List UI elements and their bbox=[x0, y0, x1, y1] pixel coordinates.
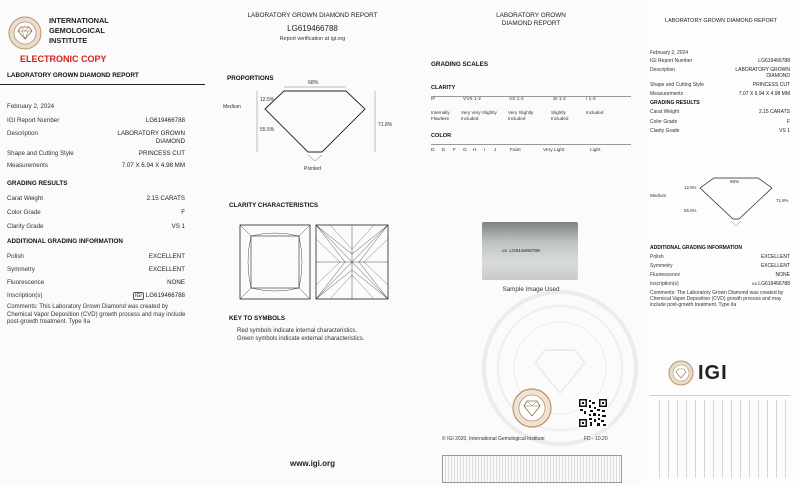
third-header-line1: LABORATORY GROWN bbox=[496, 12, 566, 19]
institute-name bbox=[49, 16, 109, 46]
sample-inscription-text bbox=[502, 248, 540, 254]
left-row-description bbox=[7, 130, 185, 150]
row-label: IGI Report Number bbox=[650, 58, 693, 64]
row-value: VS 1 bbox=[171, 223, 185, 230]
clarity-desc-si: Slightly Included bbox=[551, 110, 569, 121]
row-value: F bbox=[181, 209, 185, 216]
clarity-desc-i: Included bbox=[586, 110, 604, 115]
row-value: EXCELLENT bbox=[760, 254, 790, 260]
right-header: LABORATORY GROWN DIAMOND REPORT bbox=[665, 18, 777, 24]
clarity-desc-if: Internally Flawless bbox=[431, 110, 450, 121]
row-label: Color Grade bbox=[7, 209, 41, 216]
left-grading-results-heading: GRADING RESULTS bbox=[7, 180, 68, 187]
color-grade-light: Light bbox=[590, 148, 601, 153]
color-grade-faint: Faint bbox=[510, 148, 521, 153]
left-row-polish bbox=[7, 253, 185, 266]
left-row-fluorescence bbox=[7, 279, 185, 292]
row-label: Measurements bbox=[650, 91, 684, 97]
row-value: LABORATORY GROWN DIAMOND bbox=[735, 67, 790, 79]
inscription-number: LG619466788 bbox=[145, 292, 185, 299]
row-label: IGI Report Number bbox=[7, 117, 60, 124]
right-rows1 bbox=[650, 58, 790, 100]
left-rows3 bbox=[7, 253, 185, 303]
right-inscription-number: LG619466788 bbox=[758, 281, 790, 287]
row-label: Description bbox=[650, 67, 676, 73]
sample-inscription-image bbox=[482, 222, 578, 280]
row-value: NONE bbox=[775, 272, 790, 278]
row-label: Carat Weight bbox=[650, 109, 680, 115]
row-value: VS 1 bbox=[779, 128, 790, 134]
clarity-desc-vs: Very Slightly Included bbox=[508, 110, 534, 121]
row-label: Clarity Grade bbox=[650, 128, 680, 134]
sample-inscription-number: LG619466788 bbox=[509, 249, 540, 254]
row-value: 2.15 CARATS bbox=[758, 109, 790, 115]
third-header bbox=[420, 12, 642, 28]
row-label: Polish bbox=[7, 253, 24, 260]
row-label: Carat Weight bbox=[7, 195, 43, 202]
diamond-profile bbox=[265, 91, 365, 152]
right-culet-arrow-icon bbox=[731, 221, 741, 226]
color-grade-i: I bbox=[484, 148, 486, 153]
right-inscription-logo-icon: IGI bbox=[751, 281, 758, 286]
clarity-grade-vs: VS 1-2 bbox=[509, 97, 524, 102]
row-label: Color Grade bbox=[650, 118, 678, 125]
row-label: Shape and Cutting Style bbox=[7, 150, 74, 157]
verify-link[interactable]: Report verification at igi.org bbox=[279, 36, 346, 42]
color-grade-g: G bbox=[463, 148, 467, 153]
girdle-label: Medium bbox=[223, 104, 241, 110]
right-igi-seal-icon bbox=[668, 360, 694, 386]
row-value: LG619466788 bbox=[145, 117, 185, 124]
left-row-symmetry bbox=[7, 266, 185, 279]
row-label: Measurements bbox=[7, 162, 48, 169]
left-rows2 bbox=[7, 195, 185, 237]
color-grade-h: H bbox=[473, 148, 477, 153]
right-rows2 bbox=[650, 109, 790, 138]
row-label: Symmetry bbox=[650, 263, 673, 269]
row-label: Fluorescence bbox=[7, 279, 45, 286]
color-grade-f: F bbox=[453, 148, 456, 153]
row-value bbox=[752, 281, 790, 287]
depth-pct: 71.8% bbox=[378, 122, 393, 128]
igi-seal-icon bbox=[8, 16, 42, 50]
row-value: 7.07 X 6.94 X 4.98 MM bbox=[738, 91, 790, 97]
color-grade-e: E bbox=[442, 148, 446, 153]
left-row-report-number bbox=[7, 117, 185, 130]
left-row-color bbox=[7, 209, 185, 223]
clarity-grade-si: SI 1-2 bbox=[553, 97, 566, 102]
right-rows3 bbox=[650, 254, 790, 289]
row-label: Clarity Grade bbox=[7, 223, 44, 230]
row-value: PRINCESS CUT bbox=[138, 150, 185, 157]
left-row-inscription bbox=[7, 292, 185, 303]
left-row-shape bbox=[7, 150, 185, 162]
right-row-inscription bbox=[650, 281, 790, 289]
right-row-fluorescence bbox=[650, 272, 790, 281]
row-label: Symmetry bbox=[7, 266, 35, 273]
right-date: February 2, 2024 bbox=[650, 50, 689, 56]
security-microprint-strip bbox=[442, 455, 622, 483]
color-scale-heading: COLOR bbox=[431, 133, 452, 139]
crown-pct: 12.5% bbox=[260, 97, 275, 103]
right-girdle-label: Medium bbox=[650, 193, 667, 198]
row-value: 7.07 X 6.94 X 4.98 MM bbox=[121, 162, 185, 169]
right-row-shape bbox=[650, 82, 790, 91]
form-code: FD - 10.20 bbox=[584, 436, 608, 442]
clarity-grade-vvs: VVS 1-2 bbox=[463, 97, 481, 102]
left-report-title: LABORATORY GROWN DIAMOND REPORT bbox=[7, 72, 139, 79]
color-grade-j: J bbox=[494, 148, 497, 153]
right-row-description bbox=[650, 67, 790, 82]
right-panel bbox=[642, 0, 800, 486]
grading-scales-heading: GRADING SCALES bbox=[431, 61, 489, 68]
clarity-scale-heading: CLARITY bbox=[431, 85, 456, 91]
row-label: Polish bbox=[650, 254, 664, 260]
row-label: Inscription(s) bbox=[7, 292, 43, 299]
grading-scales-panel bbox=[420, 0, 642, 486]
right-row-color bbox=[650, 119, 790, 129]
right-crown-pct: 12.5% bbox=[684, 185, 697, 190]
left-row-carat bbox=[7, 195, 185, 209]
proportions-diagram bbox=[215, 80, 405, 178]
inscription-logo-icon: IGI bbox=[135, 293, 142, 299]
color-grade-very-light: Very Light bbox=[543, 148, 565, 153]
row-label: Shape and Cutting Style bbox=[650, 82, 704, 88]
row-label: Description bbox=[7, 130, 38, 137]
color-grade-d: D bbox=[431, 148, 435, 153]
left-comments: Comments: This Laboratory Grown Diamond was created by Chemical Vapor Deposition (CVD) growth process and may include post-growth treatment. Type IIa bbox=[7, 304, 186, 325]
right-additional-heading: ADDITIONAL GRADING INFORMATION bbox=[650, 245, 743, 251]
crown-plot-diagram bbox=[239, 224, 311, 300]
clarity-desc-vvs: Very Very Slightly Included bbox=[461, 110, 497, 121]
clarity-characteristics-heading: CLARITY CHARACTERISTICS bbox=[229, 202, 319, 209]
key-line-red: Red symbols indicate internal characteristics. bbox=[237, 328, 358, 334]
center-header: LABORATORY GROWN DIAMOND REPORT bbox=[247, 12, 378, 19]
center-panel bbox=[205, 0, 420, 486]
right-grading-results-heading: GRADING RESULTS bbox=[650, 100, 700, 106]
right-table-pct: 68% bbox=[730, 179, 740, 184]
row-value: NONE bbox=[167, 279, 185, 286]
key-text bbox=[237, 327, 364, 343]
right-row-symmetry bbox=[650, 263, 790, 272]
left-rows1 bbox=[7, 117, 185, 174]
row-label: Inscription(s) bbox=[650, 281, 679, 287]
pavilion-pct: 55.5% bbox=[260, 127, 275, 133]
igi-website-link[interactable]: www.igi.org bbox=[289, 459, 336, 468]
row-value: LG619466788 bbox=[758, 58, 790, 64]
pavilion-plot-diagram bbox=[315, 224, 389, 300]
right-pavilion-pct: 55.5% bbox=[684, 208, 697, 213]
culet-label: Pointed bbox=[304, 166, 321, 172]
right-depth-pct: 71.8% bbox=[776, 198, 789, 203]
key-line-green: Green symbols indicate external characteristics. bbox=[237, 336, 365, 342]
culet-arrow-icon bbox=[308, 155, 322, 161]
right-proportions-diagram bbox=[648, 174, 794, 236]
proportions-heading: PROPORTIONS bbox=[227, 75, 274, 82]
row-value: EXCELLENT bbox=[760, 263, 790, 269]
left-divider bbox=[0, 84, 205, 85]
rotated-microtext bbox=[654, 400, 786, 478]
left-panel bbox=[0, 0, 205, 486]
electronic-copy-label: ELECTRONIC COPY bbox=[20, 54, 107, 64]
row-value: EXCELLENT bbox=[148, 253, 185, 260]
clarity-grade-i: I 1-3 bbox=[586, 97, 596, 102]
right-row-polish bbox=[650, 254, 790, 263]
left-row-clarity bbox=[7, 223, 185, 237]
row-value: F bbox=[786, 118, 790, 125]
right-comments: Comments: The Laboratory Grown Diamond was created by Chemical Vapor Deposition (CVD) growth process and may include post-growth treatment. Type IIa bbox=[650, 290, 784, 308]
center-report-number: LG619466788 bbox=[287, 24, 338, 33]
right-row-carat bbox=[650, 109, 790, 119]
right-row-measurements bbox=[650, 91, 790, 100]
sample-image-caption: Sample Image Used bbox=[502, 286, 560, 293]
left-row-measurements bbox=[7, 162, 185, 174]
key-to-symbols-heading: KEY TO SYMBOLS bbox=[229, 315, 286, 322]
rotated-summary-block bbox=[650, 395, 790, 482]
row-value: PRINCESS CUT bbox=[752, 82, 790, 88]
copyright-text: © IGI 2020, International Gemological Institute bbox=[442, 436, 545, 442]
row-value: EXCELLENT bbox=[148, 266, 185, 273]
table-pct: 68% bbox=[308, 80, 319, 86]
watermark-seal-icon bbox=[480, 288, 640, 448]
third-header-line2: DIAMOND REPORT bbox=[501, 20, 561, 27]
left-date: February 2, 2024 bbox=[7, 103, 55, 110]
clarity-grade-if: IF bbox=[431, 97, 436, 102]
clarity-scale-rule bbox=[431, 96, 631, 97]
right-row-clarity bbox=[650, 128, 790, 138]
row-label: Fluorescence bbox=[650, 272, 681, 278]
right-igi-logo-text: IGI bbox=[698, 362, 728, 384]
row-value: 2.15 CARATS bbox=[146, 195, 185, 202]
right-row-report-number bbox=[650, 58, 790, 67]
bottom-gold-seal-icon bbox=[512, 388, 552, 428]
left-additional-heading: ADDITIONAL GRADING INFORMATION bbox=[7, 238, 123, 245]
institute-line2: GEMOLOGICAL bbox=[49, 26, 105, 35]
row-value bbox=[133, 292, 185, 299]
institute-line1: INTERNATIONAL bbox=[49, 16, 109, 25]
row-value: LABORATORY GROWN DIAMOND bbox=[117, 130, 185, 145]
sample-igi-logo-icon: IGI bbox=[502, 248, 508, 253]
color-scale-rule bbox=[431, 144, 631, 145]
qr-code-icon[interactable] bbox=[578, 398, 608, 428]
institute-line3: INSTITUTE bbox=[49, 36, 88, 45]
